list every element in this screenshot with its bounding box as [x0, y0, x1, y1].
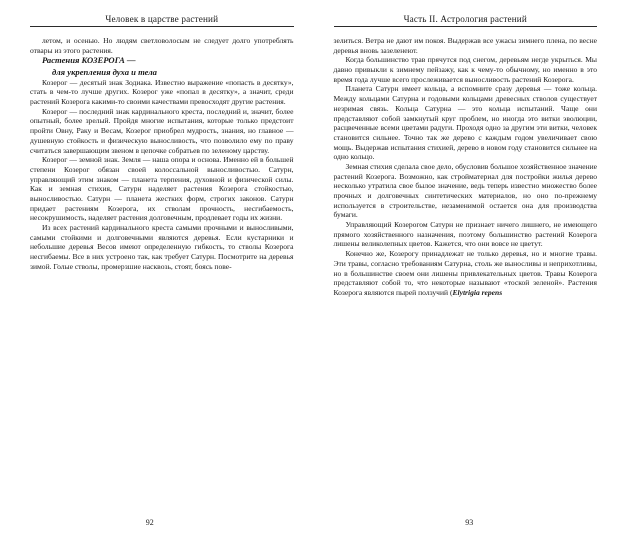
paragraph: Из всех растений кардинального креста самыми прочными и выносливыми, самыми стойкими и долговечными являются деревья. Если кустарники и небольшие деревья Весов имеют определенную гибкость, то стволы Козерога несгибаемы. Все в них устроено так, как требует Сатурн. Посмотрите на деревья зимой. Голые стволы, промерзшие насквозь, стоят, боясь пове- — [30, 223, 294, 271]
page-left-body — [30, 36, 294, 271]
paragraph: Планета Сатурн имеет кольца, а вспомните сразу деревья — тоже кольца. Между кольцами Сатурна и годовыми кольцами древесных стволов существует незримая связь. Кольца Сатурна — это кольца испытаний. Чаще они представляют собой замкнутый круг проблем, но иногда это витки эволюции, расцвеченные всеми цветами радуги. Проходя одно за другим эти витки, человек становится сильнее. Точно так же дерево с каждым годом увеличивает свою мощь. Выдержав испытания стихией, дерево в новом году становится сильнее на одно кольцо. — [333, 84, 597, 162]
header-rule-right — [334, 26, 598, 27]
paragraph: Козерог — земной знак. Земля — наша опора и основа. Именно ей в большей степени Козерог обязан своей колоссальной выносливостью. Сатурн, управляющий этим знаком — планета терпения, духовной и физической силы. Как и земная стихия, Сатурн наделяет растения Козерога стойкостью, выносливостью. Сатурн — планета жестких форм, строгих законов. Сатурн придает растениям Козерога, их стволам прочность, несгибаемость, несокрушимость, наделяет растения долговечным, продлевает годы их жизни. — [30, 155, 294, 223]
page-number-right: 93 — [465, 518, 474, 527]
header-rule-left — [30, 26, 294, 27]
section-title-line-2: для укрепления духа и тела — [52, 66, 157, 77]
paragraph: зелиться. Ветра не дают им покоя. Выдержав все ужасы зимнего плена, по весне деревья вновь зазеленеют. — [333, 36, 597, 55]
paragraph: Когда большинство трав прячутся под снегом, деревьям негде укрыться. Мы давно привыкли к зимнему пейзажу, как к чему-то обычному, но именно в это время года лучше всего прослеживается выносливость растений Козерога. — [333, 55, 597, 84]
page-right — [312, 0, 623, 540]
paragraph: Земная стихия сделала свое дело, обусловив большое хозяйственное значение растений Козерога. Возможно, как стройматериал для постройки жилья дерево несколько утратила свое былое значение, ведь теперь известно множество более прочных и долговечных синтетических материалов, но оно по-прежнему используется в строительстве, незаменимой остается она для производства бумаги. — [333, 161, 597, 220]
page-right-body — [334, 36, 598, 298]
paragraph: летом, и осенью. Но людям светловолосым не следует долго употреблять отвары из этого растения. — [30, 36, 294, 55]
paragraph: Управляющий Козерогом Сатурн не признает ничего лишнего, не имеющего прямого хозяйственного назначения, поэтому большинство растений Козерога лишены великолепных цветов. Кажется, что они вовсе не цветут. — [333, 220, 597, 249]
running-head-left: Человек в царстве растений — [105, 14, 219, 24]
latin-binomial: Elytrigia repens — [452, 287, 503, 297]
paragraph-with-latin-name: Конечно же, Козерогу принадлежат не только деревья, но и многие травы. Эти травы, согласно требованиям Сатурна, столь же выносливы и неприхотливы, но в большинстве своем они лишены привлекательных цветов. Травы Козерога представляют собой то, что некоторые называют «тоской зеленой». Растения Козерога являются пырей ползучий (Elytrigia repens — [333, 249, 597, 297]
page-number-left: 92 — [145, 518, 154, 527]
section-title — [30, 55, 294, 77]
section-title-line-1: Растения КОЗЕРОГА — — [42, 55, 136, 66]
running-head-right: Часть II. Астрология растений — [403, 14, 527, 24]
paragraph: Козерог — десятый знак Зодиака. Известно выражение «попасть в десятку», стать в чем-то лучше других. Козерог уже «попал в десятку», а значит, среди растений Козерога какими-то своими качествами превосходят другие растения. — [30, 77, 294, 107]
paragraph: Козерог — последний знак кардинального креста, последний и, значит, более опытный, более зрелый. Пройдя многие испытания, которые только предстоит пройти Овну, Раку и Весам, Козерог приобрел мудрость, знания, но главное — душевную стойкость и физическую выносливость, что позволило ему по праву считаться завершающим звеном в цепочке собратьев по зеленому царству. — [30, 106, 294, 155]
